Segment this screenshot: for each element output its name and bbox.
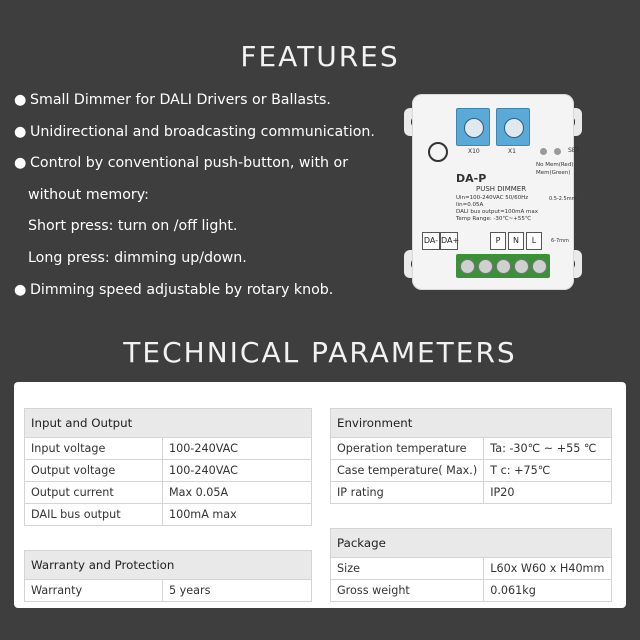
table-row — [25, 482, 312, 504]
section-header: Package — [331, 529, 612, 558]
feature-line — [14, 180, 404, 212]
mode-label: Mem(Green) — [536, 170, 571, 176]
wire-spec: 0.5-2.5mm² — [549, 196, 579, 202]
param-value: IP20 — [484, 482, 612, 504]
spec-line: Uin=100-240VAC 50/60Hz — [456, 195, 529, 201]
terminal-screw — [460, 259, 475, 274]
param-label: IP rating — [331, 482, 484, 504]
knob-label: X10 — [468, 148, 480, 155]
param-value: Ta: -30℃ ~ +55 ℃ — [484, 438, 612, 460]
feature-line — [14, 117, 404, 149]
param-label: DAIL bus output — [25, 504, 163, 526]
model-label: DA-P — [456, 172, 487, 185]
table-row — [25, 504, 312, 526]
spec-line: Iin=0.05A — [456, 202, 484, 208]
param-value: 100-240VAC — [162, 460, 311, 482]
environment-table — [330, 408, 612, 602]
param-label: Input voltage — [25, 438, 163, 460]
terminal-screw — [532, 259, 547, 274]
wire-length: 6-7mm — [551, 238, 569, 244]
section-header: Environment — [331, 409, 612, 438]
param-label: Gross weight — [331, 580, 484, 602]
mode-label: No Mem(Red) — [536, 162, 574, 168]
terminal-screw — [496, 259, 511, 274]
param-label: Operation temperature — [331, 438, 484, 460]
table-row — [331, 580, 612, 602]
param-label: Output voltage — [25, 460, 163, 482]
table-row — [331, 460, 612, 482]
param-value: 100-240VAC — [162, 438, 311, 460]
feature-line — [14, 211, 404, 243]
param-value: 100mA max — [162, 504, 311, 526]
terminal-label: DA+ — [440, 232, 458, 250]
terminal-label: DA- — [422, 232, 440, 250]
feature-text: Small Dimmer for DALI Drivers or Ballasts. — [30, 92, 331, 108]
param-value: 0.061kg — [484, 580, 612, 602]
feature-line — [14, 85, 404, 117]
param-value: L60x W60 x H40mm — [484, 558, 612, 580]
section-header-row — [25, 551, 312, 580]
type-label: PUSH DIMMER — [476, 185, 527, 193]
feature-text: Long press: dimming up/down. — [28, 249, 247, 266]
table-row — [25, 438, 312, 460]
feature-line — [14, 275, 404, 307]
table-row — [331, 438, 612, 460]
spacer-row — [25, 526, 312, 551]
terminal-screw — [514, 259, 529, 274]
param-value: T c: +75℃ — [484, 460, 612, 482]
table-row — [331, 558, 612, 580]
feature-line — [14, 243, 404, 275]
param-label: Size — [331, 558, 484, 580]
param-label: Output current — [25, 482, 163, 504]
feature-text: Short press: turn on /off light. — [28, 218, 238, 235]
bullet-icon: ● — [14, 281, 27, 298]
bullet-icon: ● — [14, 123, 27, 140]
feature-text: Dimming speed adjustable by rotary knob. — [30, 281, 334, 298]
table-row — [331, 482, 612, 504]
rotary-knob-x1 — [496, 108, 530, 146]
terminal-block — [456, 254, 550, 278]
param-label: Warranty — [25, 580, 163, 602]
terminal-screw — [478, 259, 493, 274]
param-value: Max 0.05A — [162, 482, 311, 504]
section-header-row — [331, 409, 612, 438]
feature-text: Unidirectional and broadcasting communication. — [30, 123, 375, 140]
led-indicator — [540, 148, 547, 155]
table-row — [25, 580, 312, 602]
spec-line: DALI bus output=100mA max — [456, 209, 539, 215]
section-header-row — [25, 409, 312, 438]
table-row — [25, 460, 312, 482]
rotary-knob-x10 — [456, 108, 490, 146]
terminal-label: N — [508, 232, 524, 250]
section-header: Input and Output — [25, 409, 312, 438]
features-list — [14, 85, 404, 306]
set-label: SET — [568, 147, 580, 154]
param-value: 5 years — [162, 580, 311, 602]
knob-label: X1 — [508, 148, 516, 155]
param-label: Case temperature( Max.) — [331, 460, 484, 482]
terminal-label: L — [526, 232, 542, 250]
bulb-icon — [428, 142, 448, 162]
spacer-cell — [25, 526, 312, 551]
input-output-table — [24, 408, 312, 602]
spacer-cell — [331, 504, 612, 529]
feature-text: Control by conventional push-button, with or — [30, 155, 349, 172]
terminal-label: P — [490, 232, 506, 250]
bullet-icon: ● — [14, 155, 27, 172]
section-header-row — [331, 529, 612, 558]
bullet-icon: ● — [14, 92, 27, 108]
spec-line: Temp Range: -30℃~+55℃ — [456, 216, 531, 222]
feature-text: without memory: — [28, 186, 149, 203]
technical-heading: TECHNICAL PARAMETERS — [123, 336, 517, 369]
features-heading: FEATURES — [240, 40, 400, 73]
section-header: Warranty and Protection — [25, 551, 312, 580]
spacer-row — [331, 504, 612, 529]
feature-line — [14, 148, 404, 180]
set-button-dot — [554, 148, 561, 155]
dimmer-device-image — [404, 88, 582, 300]
